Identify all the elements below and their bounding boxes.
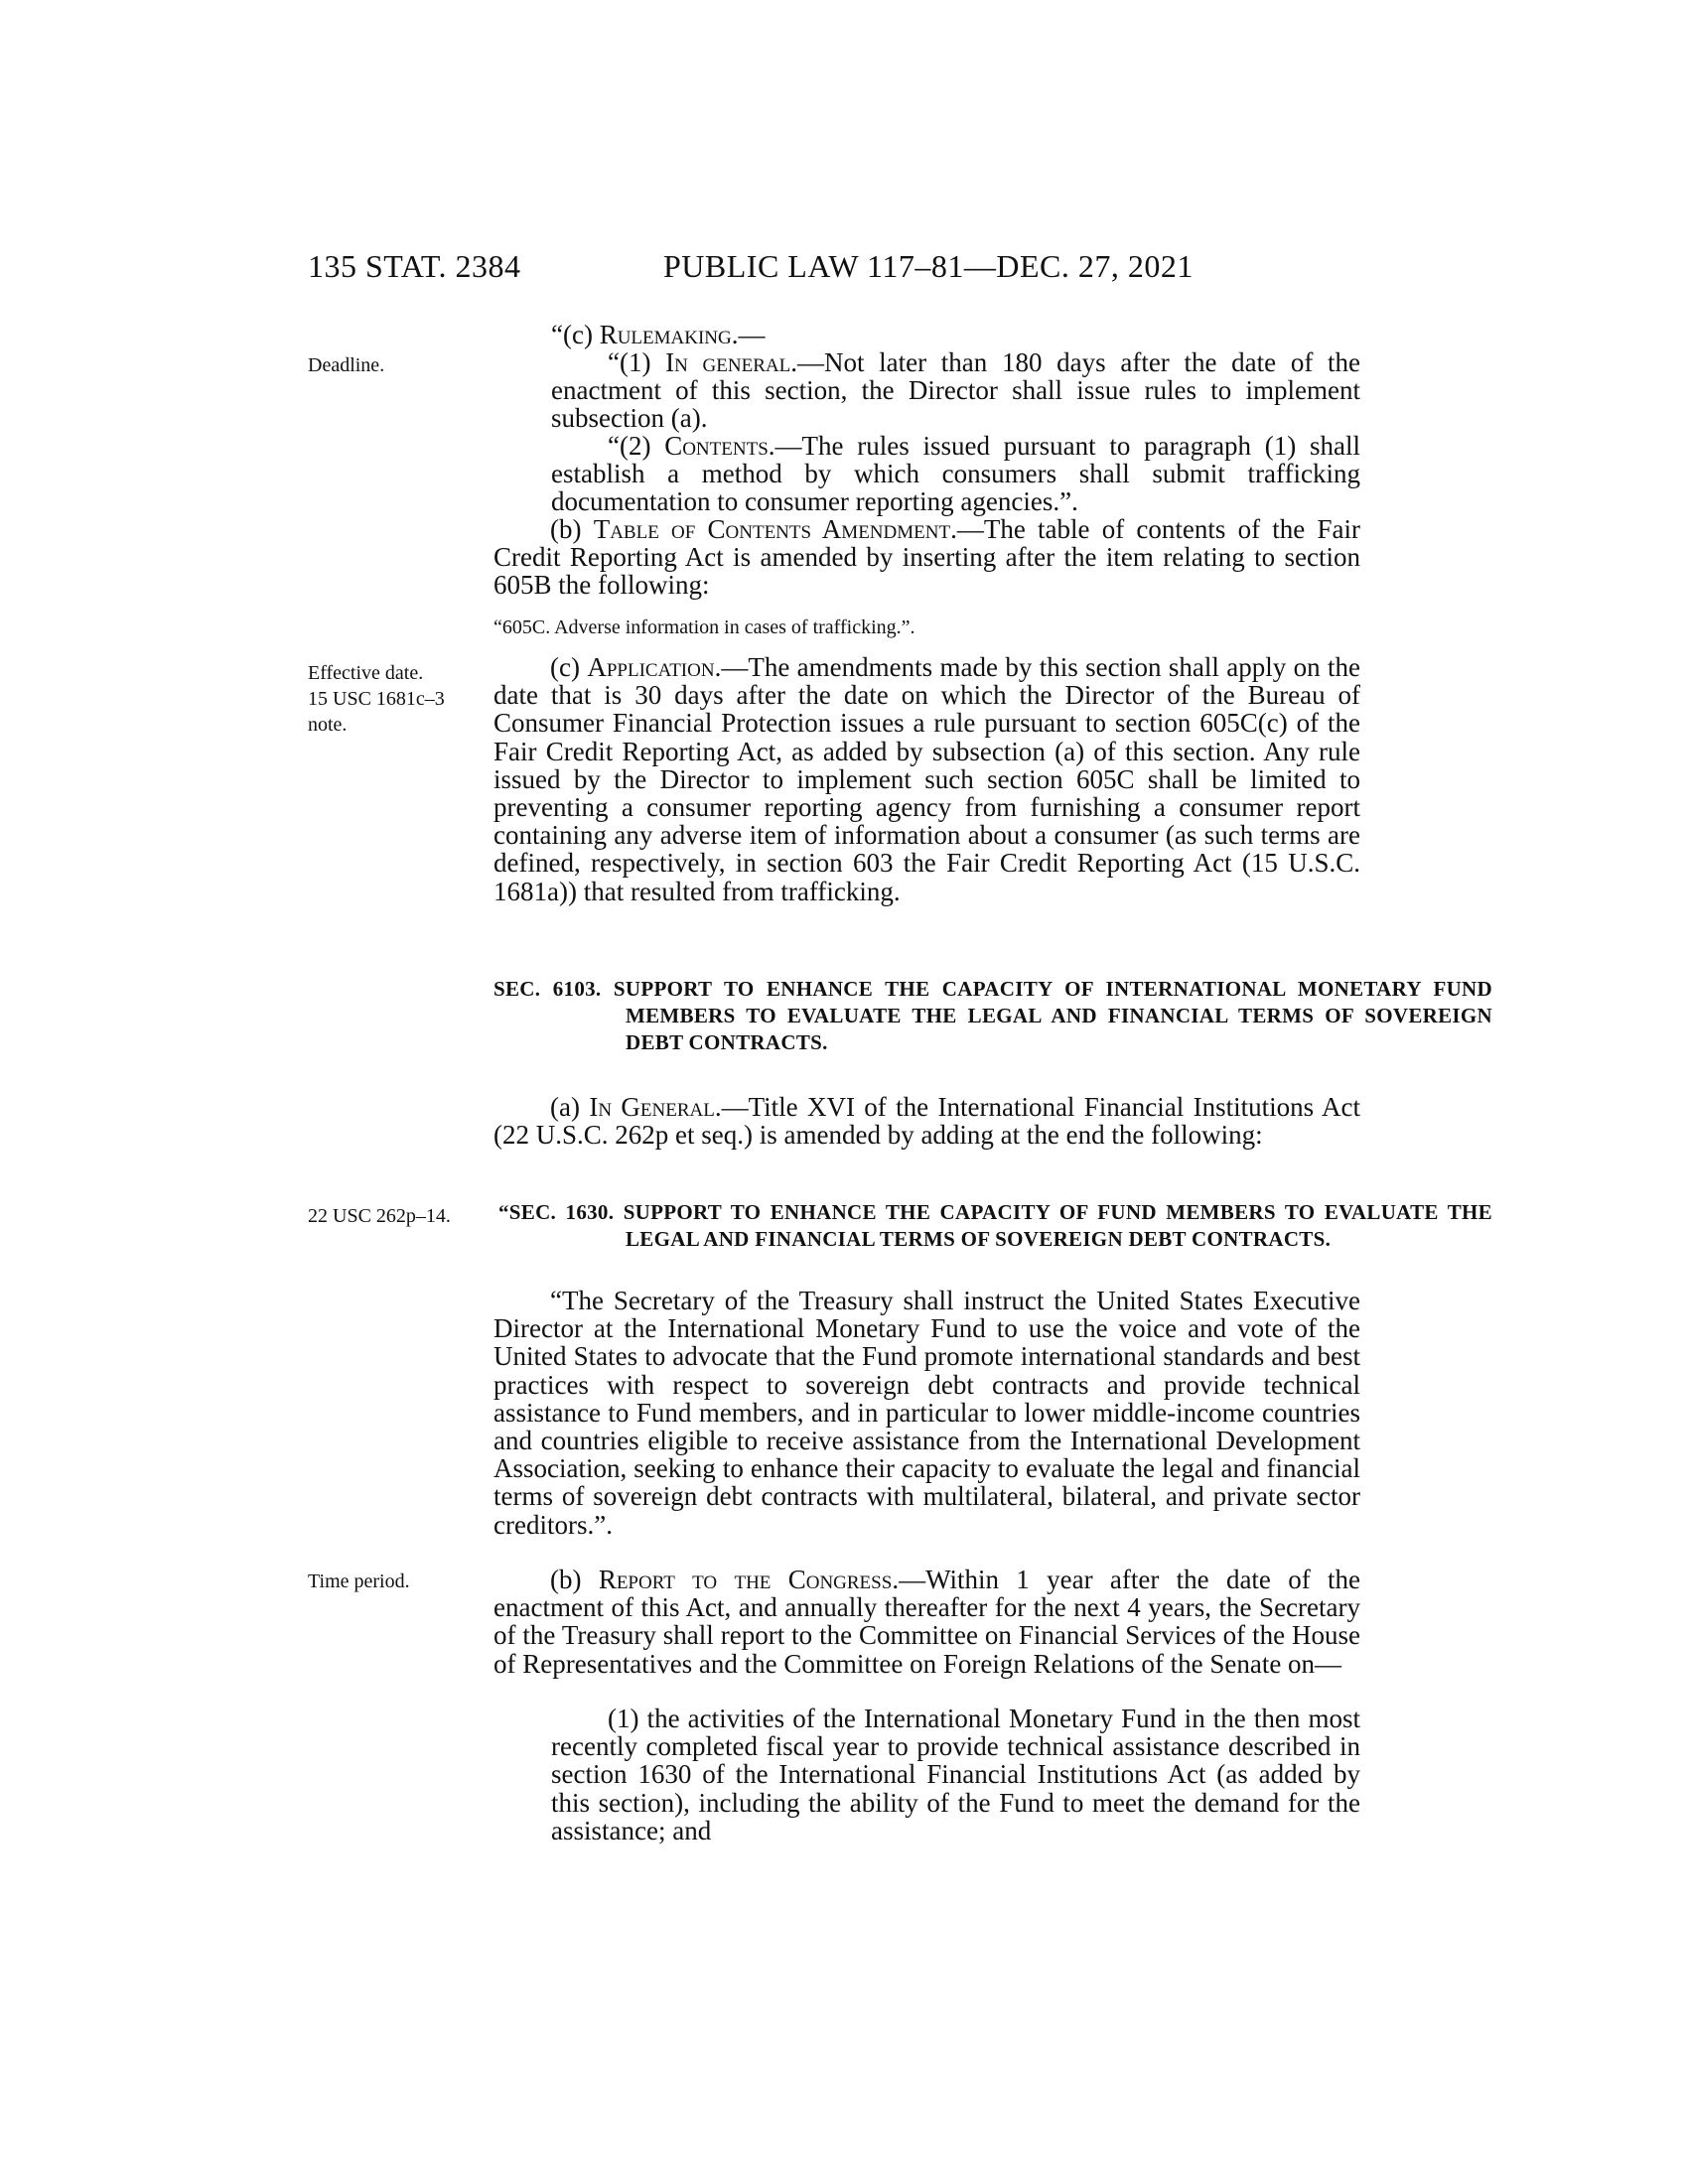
rulemaking-paragraph-1 — [551, 348, 1360, 433]
section-1630-text: “The Secretary of the Treasury shall instruct the United States Executive Director at the International Monetary Fund to use the voice and vote of the United States to advocate that the Fund promote international standards and best practices with respect to sovereign debt contracts and provide technical assistance to Fund members, and in particular to lower middle-income countries and countries eligible to receive assistance from the International Development Association, seeking to enhance their capacity to evaluate the legal and financial terms of sovereign debt contracts with multilateral, bilateral, and private sector creditors.”. — [493, 1286, 1360, 1540]
para-text: .—Title XVI of the International Financial Institutions Act (22 U.S.C. 262p et seq.) is amended by adding at the end the following: — [493, 1092, 1360, 1151]
page-running-title: PUBLIC LAW 117–81—DEC. 27, 2021 — [663, 248, 1194, 284]
rulemaking-heading — [551, 321, 1360, 348]
para-prefix: (a) — [550, 1092, 590, 1122]
para-prefix: “(2) — [608, 431, 665, 461]
margin-note-usc: 22 USC 262p–14. — [308, 1205, 451, 1227]
margin-note-time-period: Time period. — [308, 1570, 410, 1592]
section-6103-subsection-a — [493, 1093, 1360, 1149]
heading-suffix: .— — [731, 320, 766, 349]
para-text: .—The amendments made by this section shall apply on the date that is 30 days after the date on which the Director of the Bureau of Consumer Financial Protection issues a rule pursuant to section 605C(c) of the Fair Credit Reporting Act, as added by subsection (a) of this section. Any rule issued by the Director to implement such section 605C shall be limited to preventing a consumer reporting agency from furnishing a consumer report containing any adverse item of information about a consumer (as such terms are defined, respectively, in section 603 the Fair Credit Reporting Act (15 U.S.C. 1681a)) that resulted from trafficking. — [493, 652, 1360, 906]
para-text: .—Within 1 year after the date of the enactment of this Act, and annually thereafter for the next 4 years, the Secretary of the Treasury shall report to the Committee on Financial Services of the House of Representatives and the Committee on Foreign Relations of the Senate on— — [493, 1565, 1361, 1679]
rulemaking-paragraph-2 — [551, 432, 1360, 516]
application-paragraph — [493, 653, 1360, 905]
heading-smallcaps: Rulemaking — [599, 320, 732, 349]
para-prefix: (c) — [550, 652, 588, 682]
para-smallcaps: In general — [665, 347, 791, 377]
toc-inserted-line: “605C. Adverse information in cases of trafficking.”. — [493, 616, 915, 638]
page-stat-number: 135 STAT. 2384 — [308, 248, 521, 284]
heading-prefix: “(c) — [551, 320, 600, 349]
margin-note-deadline: Deadline. — [308, 354, 385, 376]
para-prefix: (b) — [550, 514, 594, 544]
para-smallcaps: Application — [587, 652, 715, 682]
section-6103-heading: SEC. 6103. SUPPORT TO ENHANCE THE CAPACITY OF INTERNATIONAL MONETARY FUND MEMBERS TO EVALUATE THE LEGAL AND FINANCIAL TERMS OF SOVEREIGN DEBT CONTRACTS. — [493, 977, 1492, 1054]
para-prefix: (b) — [550, 1565, 599, 1594]
table-of-contents-amendment — [493, 515, 1360, 600]
para-smallcaps: Contents — [664, 431, 769, 461]
para-smallcaps: Report to the Congress — [598, 1565, 893, 1594]
margin-note-line: 15 USC 1681c–3 — [308, 688, 445, 710]
para-smallcaps: In General — [589, 1092, 715, 1122]
report-item-1: (1) the activities of the International Monetary Fund in the then most recently completed fiscal year to provide technical assistance described in section 1630 of the International Financial Institutions Act (as added by this section), including the ability of the Fund to meet the demand for the assistance; and — [551, 1704, 1360, 1845]
margin-note-effective-date — [308, 660, 445, 738]
margin-note-line: note. — [308, 714, 348, 736]
para-prefix: “(1) — [608, 347, 666, 377]
para-smallcaps: Table of Contents Amendment — [593, 514, 951, 544]
margin-note-line: Effective date. — [308, 662, 424, 684]
para-text: .—The table of contents of the Fair Credit Reporting Act is amended by inserting after the item relating to section 605B the following: — [493, 514, 1360, 601]
report-to-congress-paragraph — [493, 1566, 1360, 1678]
para-text: .—Not later than 180 days after the date of the enactment of this section, the Director shall issue rules to implement subsection (a). — [551, 347, 1360, 434]
section-1630-heading: “SEC. 1630. SUPPORT TO ENHANCE THE CAPACITY OF FUND MEMBERS TO EVALUATE THE LEGAL AND FINANCIAL TERMS OF SOVEREIGN DEBT CONTRACTS. — [498, 1200, 1492, 1251]
para-text: .—The rules issued pursuant to paragraph (1) shall establish a method by which consumers shall submit trafficking documentation to consumer reporting agencies.”. — [551, 431, 1360, 517]
